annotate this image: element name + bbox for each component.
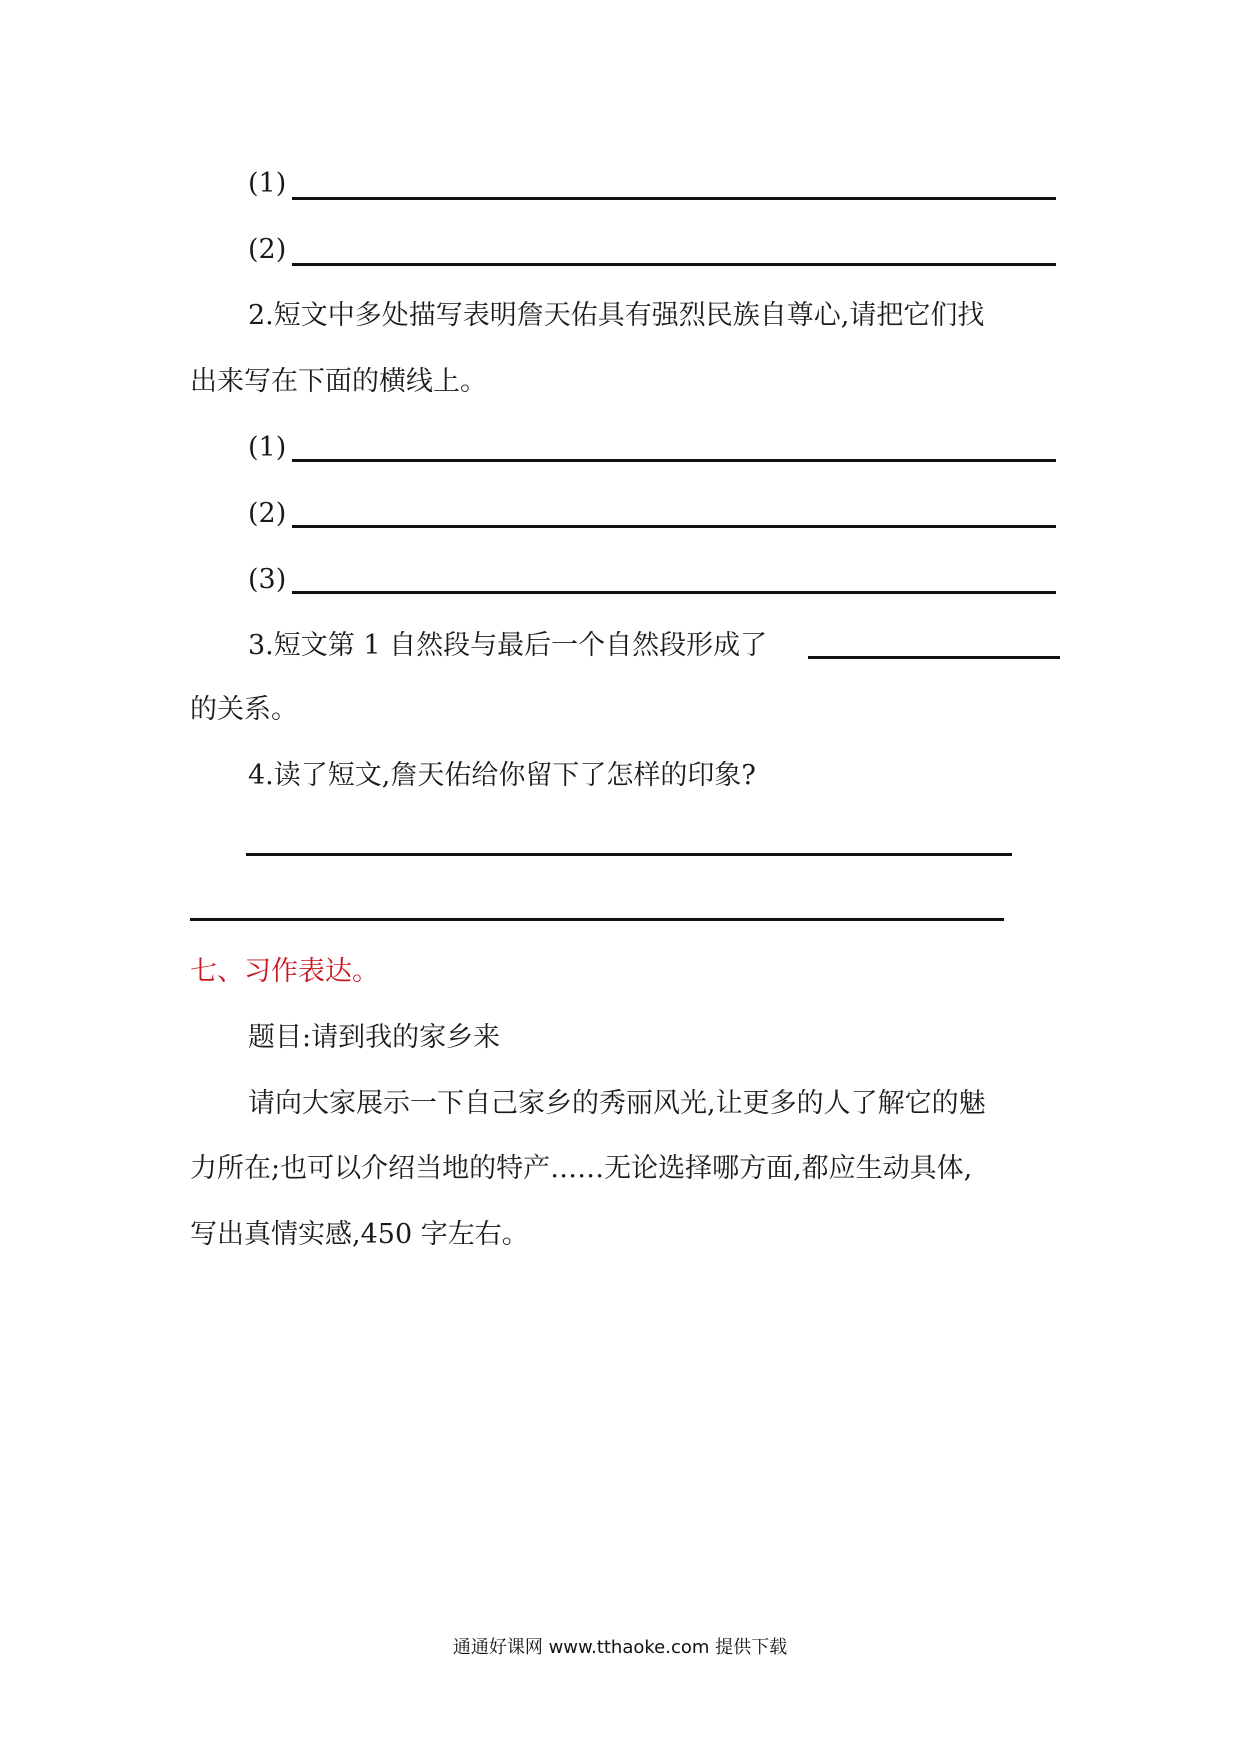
q4-text-line-1: 4.读了短文,詹天佑给你留下了怎样的印象? xyxy=(248,760,756,791)
q1-item-2-label: (2) xyxy=(248,234,287,265)
q2-text-line-2: 出来写在下面的横线上。 xyxy=(190,366,487,397)
q2-item-1-label: (1) xyxy=(248,432,287,463)
q4-answer-line-1[interactable] xyxy=(246,853,1012,856)
q2-item-1-answer-line[interactable] xyxy=(292,459,1056,462)
q4-answer-line-2[interactable] xyxy=(190,918,1004,921)
q1-item-1-answer-line[interactable] xyxy=(292,197,1056,200)
q2-item-3-answer-line[interactable] xyxy=(292,591,1056,594)
q2-item-2-answer-line[interactable] xyxy=(292,525,1056,528)
q3-answer-blank[interactable] xyxy=(808,656,1060,659)
section7-paragraph-line-3: 写出真情实感,450 字左右。 xyxy=(190,1219,529,1250)
q2-item-3-label: (3) xyxy=(248,564,287,595)
q3-text-line-2: 的关系。 xyxy=(190,694,298,725)
section7-heading: 七、习作表达。 xyxy=(190,956,379,987)
section7-topic: 题目:请到我的家乡来 xyxy=(248,1022,501,1053)
q3-text-line-1: 3.短文第 1 自然段与最后一个自然段形成了 xyxy=(248,630,768,661)
q2-text-line-1: 2.短文中多处描写表明詹天佑具有强烈民族自尊心,请把它们找 xyxy=(248,300,985,331)
q1-item-2-answer-line[interactable] xyxy=(292,263,1056,266)
q2-item-2-label: (2) xyxy=(248,498,287,529)
page-footer: 通通好课网 www.tthaoke.com 提供下载 xyxy=(452,1637,788,1658)
section7-paragraph-line-1: 请向大家展示一下自己家乡的秀丽风光,让更多的人了解它的魅 xyxy=(248,1088,986,1119)
section7-paragraph-line-2: 力所在;也可以介绍当地的特产……无论选择哪方面,都应生动具体, xyxy=(190,1153,973,1184)
q1-item-1-label: (1) xyxy=(248,168,287,199)
